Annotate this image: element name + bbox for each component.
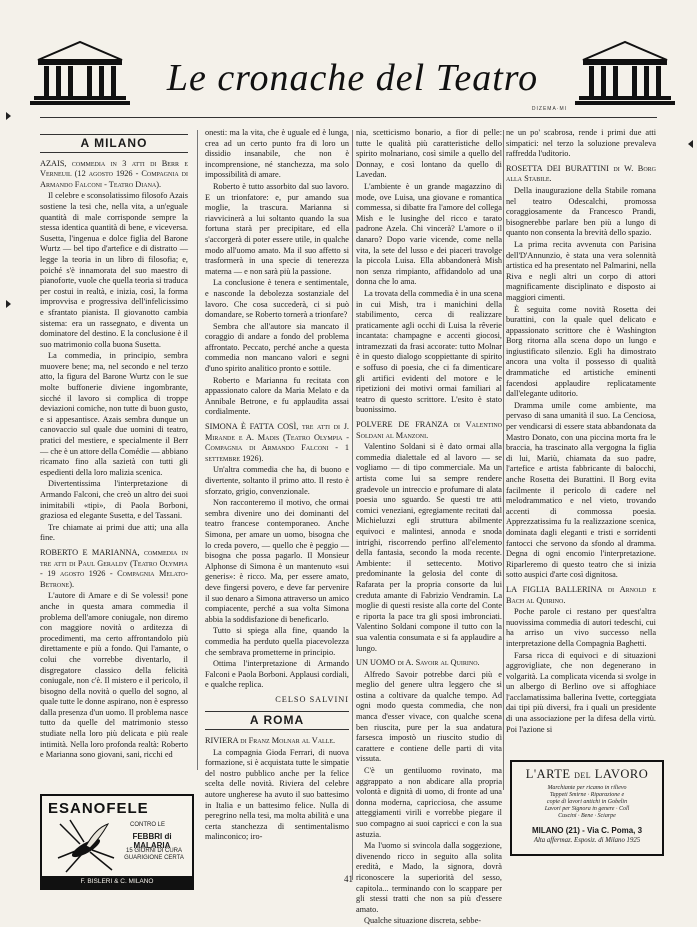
margin-mark — [6, 112, 11, 120]
ad-manufacturer: F. BISLERI & C. MILANO — [42, 876, 192, 888]
temple-ornament-left — [30, 38, 130, 108]
margin-mark — [688, 140, 693, 148]
review-title-riviera: RIVIERA di Franz Molnar al Valle. — [205, 736, 336, 746]
header-rule — [40, 117, 657, 118]
review-paragraph: nia, scetticismo bonario, a fior di pelle: tutte le qualità più caratteristiche dello spirito molnariano, così simile a quello del Donnay, e così lontano da quello di Lavedan. — [356, 128, 502, 180]
ad2-line: Tappeti Smirne · Riparazione e — [549, 792, 625, 798]
review-paragraph: Il celebre e sconsolatissimo filosofo Azais sostiene la tesi che, nella vita, a un'eguale quantità di male corrisponde sempre la stessa identica quantità di bene, e viceversa. Susetta, l'ingenua e dolce figlia del Barone Wurtz — bel tipo d'artefice e di distratto — legge la teoria in un libro di filosofia; e, poiché s'è innamorata del suo maestro di pianoforte, vuole che quella teoria si traduca per costui in realtà, e inizia, così, la forma improvvisa e progressiva dell'infelicissimo e sfrantato pianista. Il giovanotto cambia sistema: era un rassegnato, e diventa un dominatore del destino. E la conclusione è il suo matrimonio colla buona Susetta. — [40, 191, 188, 349]
page-number: 41 — [344, 874, 353, 884]
review-paragraph: Tutto si spiega alla fine, quando la commedia ha perduto quella piacevolezza che sembrava prometterne in principio. — [205, 626, 349, 657]
review-paragraph: Farsa ricca di equivoci e di situazioni aggrovigliate, che non degenerano in volgarità. La complicata vicenda si svolge in un albergo di Berlino ove si affoghiace l'acclamatissima ballerina Ivette, corteggiata dai tipi più diversi, fra i quali un presidente di una associazione per la difesa della virtù. Poi l'azione si — [506, 650, 656, 734]
mosquito-illustration — [56, 818, 116, 874]
review-title-rosetta-dei-burattini: ROSETTA DEI BURATTINI di W. Borg alla Stabile. — [506, 163, 656, 184]
review-paragraph: Un'altra commedia che ha, di buono e divertente, soltanto il primo atto. Il resto è sforzato, grigio, convenzionale. — [205, 465, 349, 496]
page-header — [30, 38, 675, 116]
review-paragraph: onesti: ma la vita, che è uguale ed è lunga, crea ad un certo punto fra di loro un dissidio insanabile, che non è incomprensione, né stanchezza, ma solo impossibilità di amare. — [205, 128, 349, 180]
review-title-un-uomo: UN UOMO di A. Savoir al Quirino. — [356, 658, 480, 668]
column-2 — [205, 128, 349, 844]
review-paragraph: Sembra che all'autore sia mancato il coraggio di andare a fondo del problema affrontato. Peccato, perché anche a questa commedia non mancano valori e segni d'uno spirito analitico pronto e sottile. — [205, 321, 349, 374]
section-heading-milano: A MILANO — [40, 134, 188, 153]
ad2-description — [512, 785, 662, 820]
review-paragraph: Alfredo Savoir potrebbe darci più e meglio del genere ultra leggero che si ostina a coltivare da qualche tempo. Ad ogni modo questa commedia, che non manca d'esser vivace, con qualche scena ben riuscita, pure per la sua andatura farsesca impostò un riuscito studio di carattere e contiene delle parti di vita vissuta. — [356, 669, 502, 764]
ad-brand: ESANOFELE — [48, 800, 149, 817]
review-paragraph: Dramma umile come ambiente, ma pervaso di sana umanità il suo. La Cenciosa, per vendicarsi di essere stata abbandonata da Mastro Donato, con una piccina morta fra le braccia, ha trascinato alla vergogna la figlia di lui, Mariù, chiamata da suo padre, l'artefice e artista fabbricante di balocchi, anche Rosetta dei Burattini. Il Borg evita facilmente il pericolo di cadere nel melodrammatico e nel vieto, trovando accenti di commossa poesia. Apprezzatissima fu la realizzazione scenica, dominata dagli eleganti e tristi e sorridenti fantocci che servono da sfondo al dramma. Degna di ogni encomio l'interpretazione. Riparleremo di questo teatro che si inizia sotto auspici d'arte così dignitosa. — [506, 400, 656, 580]
review-title-polvere-de-franza: POLVERE DE FRANZA di Valentino Soldani al Manzoni. — [356, 420, 502, 440]
review-paragraph: La trovata della commedia è in una scena in cui Mish, tra i manichini della stabilimento, cerca di realizzare praticamente agli occhi di Luisa la rêverie incantata: champagne e accenti giocosi, intramezzati da frasi accorate: tutto Molnar è in questo dialogo scoppiettante di spirito e soffuso di poesia, che ci fa dimenticare gli artifici evidenti del motore e le ripetizioni dei motivi ormai familiari al teatro di questo scrittore. L'esito è stato buonissimo. — [356, 288, 502, 415]
column-divider — [352, 130, 353, 880]
ad2-title — [512, 767, 662, 782]
review-title-roberto-e-marianna: ROBERTO E MARIANNA, commedia in tre atti di Paul Geraldy (Teatro Olympia - 19 agosto 1926 - Compagnia Melato-Betrone). — [40, 547, 188, 589]
ad2-line: Cuscini · Bene · Sciarpe — [558, 813, 616, 819]
ad2-line: Marchiante per ricamo in rilievo — [547, 785, 627, 791]
margin-mark — [6, 300, 11, 308]
ad-contro-label: CONTRO LE — [130, 822, 166, 828]
column-divider — [197, 130, 198, 770]
page-title: Le cronache del Teatro — [166, 57, 539, 99]
review-paragraph: L'ambiente è un grande magazzino di mode, ove Luisa, una giovane e romantica commessa, si dibatte fra l'amore del collega Mish e le lusinghe del ricco e tarato padrone Azela. Chi vincerà? L'amore o il danaro? Dopo varie vicende, come nella vita, la sete del lusso e dei piaceri travolge la piccola Luisa. Ella abbandonerà Mish non senza rimpianto, affidandolo ad una donna che lo ama. — [356, 181, 502, 287]
advertisement-arte-del-lavoro — [510, 760, 664, 856]
review-paragraph: Tre chiamate ai primi due atti; una alla fine. — [40, 522, 188, 543]
review-paragraph: La prima recita avvenuta con Parisina dell'D'Annunzio, è stata una vera solennità artistica ed ha presentato nel Palmarini, nella Riva e negli altri un corpo di attori magnificamente disciplinato e disposto ai maggiori cimenti. — [506, 239, 656, 302]
section-heading-roma: A ROMA — [205, 711, 349, 730]
ad-febbri-label: FEBBRI di MALARIA — [132, 832, 172, 850]
column-divider — [503, 130, 504, 790]
ad2-title-part: LAVORO — [594, 767, 649, 781]
review-title-azais: AZAIS, commedia in 3 atti di Berr e Verneuil (12 agosto 1926 - Compagnia di Armando Falconi - Teatro Diana). — [40, 158, 188, 189]
column-4 — [506, 128, 656, 736]
review-paragraph: Qualche situazione discreta, sebbe- — [364, 916, 482, 926]
ad2-expo-note: Alta affermaz. Esposiz. di Milano 1925 — [533, 837, 641, 844]
ad2-address: MILANO (21) - Via C. Poma, 3 — [531, 826, 643, 835]
ad2-title-part: L'ARTE — [525, 767, 571, 781]
review-paragraph: Poche parole ci restano per quest'altra nuovissima commedia di autori tedeschi, cui ha arriso un vivo successo nella interpretazione della Compagnia Baghetti. — [506, 607, 656, 648]
ad2-line: Lavori per Signora in genere · Coll — [544, 806, 630, 812]
review-paragraph: Valentino Soldani si è dato ormai alla commedia dialettale ed al lavoro — se vogliamo — di tipo commerciale. Ma un artista come lui sa sempre rendere gradevole un intreccio e profumare di alata poesia uno sguardo. Se questi tre atti comici veneziani, egregiamente recitati dal Michieluzzi egli struttura abilmente equivoci e malintesi, annoda e snoda intrighi, riscorrendo perfino all'elemento della fantasia, secondo la moda recente. Ambiente: il settecento. Motivo predominante la gelosia del conte di Rafarata per la propria consorte da lui creduta amante di Fabrizio Vendramin. La moglie di questi resiste alla corte del Conte e riporta la pace tra gli sposi imbronciati. Valentino Soldani compone il tutto con la sua valentia consumata e si fa applaudire a lungo. — [356, 442, 502, 653]
ad2-title-part: DEL — [574, 771, 592, 780]
review-title-simona: SIMONA È FATTA COSÌ, tre atti di J. Mirande e A. Madis (Teatro Olympia - Compagnia di Armando Falconi - 1 settembre 1926). — [205, 422, 349, 463]
review-paragraph: C'è un gentiluomo rovinato, ma aggrappato a non abdicare alla propria volontà e dignità di uomo, di fronte ad una donna moderna, capricciosa, che assume atteggiamenti virili e vorrebbe piegare il suo compagno ai suoi capricci e con la sua astuzia. — [356, 766, 502, 839]
review-paragraph: Della inaugurazione della Stabile romana nel teatro Odescalchi, promossa coraggiosamente da Francesco Prandi, bisognerebbe parlare ben più a lungo di quanto non consenta la brevità dello spazio. — [506, 185, 656, 238]
review-paragraph: Non racconteremo il motivo, che ormai sembra divenire uno dei dominanti del teatro francese contemporaneo. Anche Simona, per amare un uomo, bisogna che lo creda povero, — quello che è peggio — bisogna che possa pagarlo. Il Monsieur Alphonse di Simona è un mantenuto «sui generis»: è ricco. Ma, per essere amato, deve fingersi povero, e deve far pervenire il suo denaro a Simona attraverso un amico compiacente, perché a sua volta Simona abbia la soddisfazione di beneficarlo. — [205, 498, 349, 624]
review-paragraph: La conclusione è tenera e sentimentale, e nasconde la debolezza sostanziale del lavoro. Che cosa succederà, ci si può domandare, se Roberto tornerà a trionfare? — [205, 278, 349, 320]
review-paragraph: Divertentissima l'interpretazione di Armando Falconi, che creò un altro dei suoi inimitabili «tipi», di Paola Borboni, graziosa ed elegante Susetta, e del Tassani. — [40, 479, 188, 521]
temple-ornament-right — [575, 38, 675, 108]
illustrator-signature: DIZEMA·MI — [531, 106, 567, 112]
review-paragraph: È seguita come novità Rosetta dei burattini, con la quale quel delicato e appassionato scrittore che è Washington Borg ritorna alla scena dopo un lungo e ingiustificato silenzio. Egli ha dimostrato ancora una volta il possesso di qualità drammatiche ed artistiche eminenti facendosi applaudire replicatamente dall'elegante uditorio. — [506, 304, 656, 399]
column-3 — [356, 128, 502, 926]
review-paragraph: Ma l'uomo si svincola dalla soggezione, divenendo ricco in seguito alla solita eredità, e Mado, la signora, dovrà riconoscere la superiorità del sesso, capitola... terminando con lo scappare per gli stessi tratti che non sa più d'essere amato. — [356, 841, 502, 914]
review-title-la-figlia-ballerina: LA FIGLIA BALLERINA di Arnold e Bach al Quirino. — [506, 584, 656, 605]
ad2-line: copie di lavori antichi in Gobelin — [546, 799, 628, 805]
review-paragraph: L'autore di Amare e di Se volessi! pone anche in questa amara commedia il problema dell'amore coniugale, non diremo con maggiore novità o arditezza di procedimenti, ma certo affrontandolo più direttamente e più a fondo. Qui l'amante, o colui che vorrebbe diventarlo, il disgregatore classico della felicità coniugale, non c'è. Il mistero e il pericolo, il bisogno della novità o quello del sogno, al quale tutte le donne aspirano, non è espresso dalla presenza d'un uomo. Il problema nasce tutto da quelle del matrimonio stesso studiate nella loro più delicata e più reale intimità. Nella loro profonda realtà: Roberto e Marianna sono giovani, sani, ricchi ed — [40, 591, 188, 760]
review-paragraph: La commedia, in principio, sembra muovere bene; ma, nel secondo e nel terzo atto, la figura del Barone Wurtz con le sue molte buffonerie diviene ingombrante, sicché il lavoro si complica di troppe deviazioni comiche, non tutte di buon gusto, e si appesantisce. Azais sembra dunque un canovaccio sul quale due uomini di teatro, pratici del mestiere, e specialmente il Berr — che è un attore della Comédie — abbiano ricamato fino alla sazietà con tutti gli espedienti della loro malizia scenica. — [40, 351, 188, 477]
review-paragraph: Roberto è tutto assorbito dal suo lavoro. E un trionfatore: e, pur amando sua moglie, la trascura. Marianna si riavvicinerà a lui soltanto quando la sua fortuna starà per precipitare, ed ella s'accorgerà di poter essere utile, in qualche modo all'uomo amato. Ma il suo affetto si trasformerà in una specie di tenerezza materna — e non sarà più la passione. — [205, 181, 349, 276]
review-paragraph: Ottima l'interpretazione di Armando Falconi e Paola Borboni. Applausi cordiali, e qualche replica. — [205, 659, 349, 690]
review-paragraph: La compagnia Gioda Ferrari, di nuova formazione, si è acquistata tutte le simpatie del nostro pubblico anche per la felice scelta delle novità. Riviera del celebre autore ungherese ha avuto il suo battesimo in Italia e un battesimo felice. Nulla di peregrino nella tesi, ma molta abilità e una certa stanchezza di sentimentalismo malinconico; iro- — [205, 747, 349, 842]
review-paragraph: Roberto e Marianna fu recitata con appassionato calore da Maria Melato e da Annibale Betrone, e fu applaudita assai cordialmente. — [205, 375, 349, 417]
ad-cure-label: 15 GIORNI DI CURA GUARIGIONE CERTA — [124, 848, 184, 861]
column-1 — [40, 128, 188, 762]
review-paragraph: ne un po' scabrosa, rende i primi due atti simpatici: nel terzo la soluzione prevaleva raffredda l'uditorio. — [506, 128, 656, 159]
author-signature: CELSO SALVINI — [275, 694, 349, 704]
